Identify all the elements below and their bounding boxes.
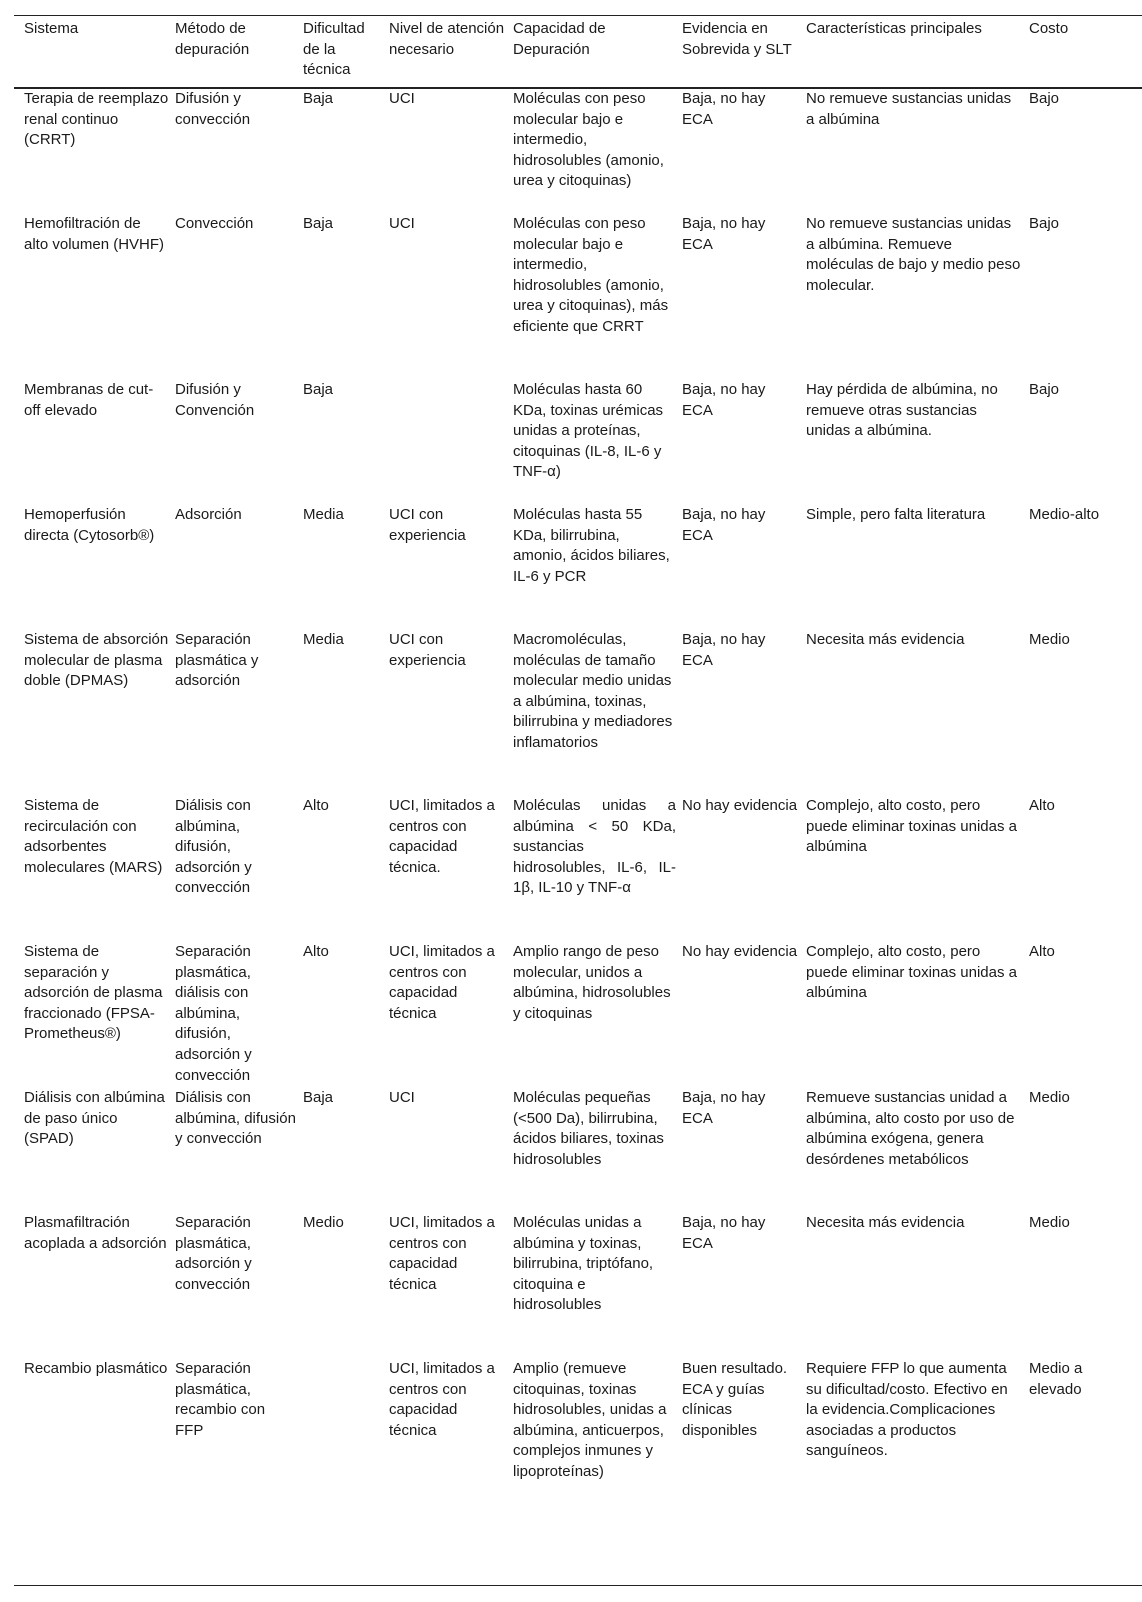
cell-nivel: UCI xyxy=(389,1089,415,1106)
cell-caracteristicas: Complejo, alto costo, pero puede eliminar toxinas unidas a albúmina xyxy=(806,943,1017,1002)
cell-evidencia: No hay evidencia xyxy=(682,943,798,960)
cell-capacidad: Moléculas unidas a albúmina < 50 KDa, sustancias hidrosolubles, IL-6, IL-1β, IL-10 y TNF-α xyxy=(513,797,676,897)
cell-sistema: Recambio plasmático xyxy=(24,1360,168,1377)
cell-costo: Alto xyxy=(1029,797,1055,814)
cell-capacidad: Moléculas hasta 55 KDa, bilirrubina, amonio, ácidos biliares, IL-6 y PCR xyxy=(513,506,670,585)
table-body xyxy=(14,89,1142,1564)
cell-costo: Bajo xyxy=(1029,90,1060,107)
header-costo: Costo xyxy=(1029,20,1069,37)
cell-evidencia: Baja, no hay ECA xyxy=(682,381,766,419)
cell-capacidad: Amplio rango de peso molecular, unidos a albúmina, hidrosolubles y citoquinas xyxy=(513,943,671,1022)
cell-dificultad xyxy=(303,1359,389,1564)
cell-sistema: Terapia de reemplazo renal continuo (CRRT) xyxy=(24,90,169,149)
cell-sistema: Hemoperfusión directa (Cytosorb®) xyxy=(24,506,155,544)
cell-dificultad: Media xyxy=(303,506,344,523)
cell-sistema: Sistema de separación y adsorción de plasma fraccionado (FPSA-Prometheus®) xyxy=(24,943,163,1043)
cell-dificultad: Baja xyxy=(303,215,334,232)
cell-nivel: UCI xyxy=(389,90,415,107)
cell-caracteristicas: Necesita más evidencia xyxy=(806,1214,965,1231)
header-row xyxy=(14,19,1142,89)
cell-dificultad: Baja xyxy=(303,90,334,107)
table-row xyxy=(14,630,1142,796)
header-dificultad: Dificultad de la técnica xyxy=(303,20,365,79)
table-row xyxy=(14,1213,1142,1359)
cell-capacidad: Moléculas hasta 60 KDa, toxinas urémicas unidas a proteínas, citoquinas (IL-8, IL-6 y TNF-α) xyxy=(513,381,664,481)
cell-costo: Medio-alto xyxy=(1029,506,1100,523)
cell-metodo: Adsorción xyxy=(175,506,242,523)
cell-metodo: Diálisis con albúmina, difusión y convección xyxy=(175,1089,296,1148)
cell-evidencia: Baja, no hay ECA xyxy=(682,90,766,128)
header-metodo: Método de depuración xyxy=(175,20,250,58)
header-nivel: Nivel de atención necesario xyxy=(389,20,505,58)
cell-sistema: Diálisis con albúmina de paso único (SPAD) xyxy=(24,1089,165,1148)
cell-costo: Medio xyxy=(1029,631,1070,648)
cell-capacidad: Amplio (remueve citoquinas, toxinas hidrosolubles, unidas a albúmina, anticuerpos, complejos inmunes y lipoproteínas) xyxy=(513,1360,667,1480)
cell-evidencia: Baja, no hay ECA xyxy=(682,215,766,253)
cell-caracteristicas: No remueve sustancias unidas a albúmina. Remueve moléculas de bajo y medio peso molecular. xyxy=(806,215,1021,294)
cell-caracteristicas: Simple, pero falta literatura xyxy=(806,506,986,523)
cell-caracteristicas: Hay pérdida de albúmina, no remueve otras sustancias unidas a albúmina. xyxy=(806,381,998,440)
table-row xyxy=(14,380,1142,505)
cell-costo: Bajo xyxy=(1029,215,1060,232)
cell-capacidad: Moléculas con peso molecular bajo e intermedio, hidrosolubles (amonio, urea y citoquinas) xyxy=(513,90,664,190)
cell-capacidad: Macromoléculas, moléculas de tamaño molecular medio unidas a albúmina, toxinas, bilirrubina y mediadores inflamatorios xyxy=(513,631,673,751)
table-row xyxy=(14,505,1142,630)
header-caracteristicas: Características principales xyxy=(806,20,982,37)
cell-evidencia: Baja, no hay ECA xyxy=(682,631,766,669)
table-top-rule xyxy=(14,15,1142,16)
cell-capacidad: Moléculas unidas a albúmina y toxinas, bilirrubina, triptófano, citoquina e hidrosolubles xyxy=(513,1214,654,1314)
cell-metodo: Convección xyxy=(175,215,254,232)
cell-sistema: Plasmafiltración acoplada a adsorción xyxy=(24,1214,167,1252)
cell-caracteristicas: Remueve sustancias unidad a albúmina, alto costo por uso de albúmina exógena, genera desórdenes metabólicos xyxy=(806,1089,1015,1168)
cell-caracteristicas: Necesita más evidencia xyxy=(806,631,965,648)
header-sistema: Sistema xyxy=(24,20,79,37)
cell-evidencia: Baja, no hay ECA xyxy=(682,1214,766,1252)
cell-metodo: Difusión y Convención xyxy=(175,381,255,419)
cell-costo: Medio xyxy=(1029,1089,1070,1106)
header-evidencia: Evidencia en Sobrevida y SLT xyxy=(682,20,792,58)
cell-nivel: UCI, limitados a centros con capacidad técnica. xyxy=(389,797,495,876)
cell-metodo: Separación plasmática, recambio con FFP xyxy=(175,1360,266,1439)
cell-capacidad: Moléculas pequeñas (<500 Da), bilirrubina, ácidos biliares, toxinas hidrosolubles xyxy=(513,1089,664,1168)
cell-costo: Bajo xyxy=(1029,381,1060,398)
cell-costo: Alto xyxy=(1029,943,1055,960)
cell-caracteristicas: Requiere FFP lo que aumenta su dificultad/costo. Efectivo en la evidencia.Complicaciones asociadas a productos sanguíneos. xyxy=(806,1360,1008,1460)
cell-dificultad: Medio xyxy=(303,1214,344,1231)
table-row xyxy=(14,1088,1142,1213)
cell-capacidad: Moléculas con peso molecular bajo e intermedio, hidrosolubles (amonio, urea y citoquinas), más eficiente que CRRT xyxy=(513,215,669,335)
cell-dificultad: Alto xyxy=(303,797,329,814)
header-capacidad: Capacidad de Depuración xyxy=(513,20,606,58)
cell-nivel: UCI con experiencia xyxy=(389,506,466,544)
cell-metodo: Diálisis con albúmina, difusión, adsorción y convección xyxy=(175,797,252,897)
cell-dificultad: Baja xyxy=(303,1089,334,1106)
cell-nivel: UCI con experiencia xyxy=(389,631,466,669)
cell-sistema: Membranas de cut-off elevado xyxy=(24,381,154,419)
cell-dificultad: Alto xyxy=(303,943,329,960)
cell-evidencia: Baja, no hay ECA xyxy=(682,1089,766,1127)
cell-evidencia: No hay evidencia xyxy=(682,797,798,814)
cell-nivel: UCI, limitados a centros con capacidad técnica xyxy=(389,1360,495,1439)
cell-evidencia: Buen resultado. ECA y guías clínicas disponibles xyxy=(682,1360,788,1439)
table-row xyxy=(14,89,1142,214)
cell-costo: Medio a elevado xyxy=(1029,1360,1083,1398)
cell-nivel: UCI xyxy=(389,215,415,232)
comparison-table xyxy=(14,19,1142,1564)
cell-dificultad: Baja xyxy=(303,381,334,398)
cell-sistema: Sistema de absorción molecular de plasma doble (DPMAS) xyxy=(24,631,169,690)
cell-dificultad: Media xyxy=(303,631,344,648)
table-bottom-rule xyxy=(14,1585,1142,1586)
cell-metodo: Separación plasmática, adsorción y convección xyxy=(175,1214,252,1293)
cell-evidencia: Baja, no hay ECA xyxy=(682,506,766,544)
cell-sistema: Sistema de recirculación con adsorbentes moleculares (MARS) xyxy=(24,797,163,876)
cell-metodo: Separación plasmática, diálisis con albúmina, difusión, adsorción y convección xyxy=(175,943,252,1084)
cell-caracteristicas: No remueve sustancias unidas a albúmina xyxy=(806,90,1012,128)
cell-sistema: Hemofiltración de alto volumen (HVHF) xyxy=(24,215,165,253)
table-row xyxy=(14,1359,1142,1564)
table-row xyxy=(14,796,1142,942)
cell-nivel: UCI, limitados a centros con capacidad técnica xyxy=(389,1214,495,1293)
table-row xyxy=(14,214,1142,380)
cell-metodo: Difusión y convección xyxy=(175,90,251,128)
cell-nivel xyxy=(389,380,513,505)
table-row xyxy=(14,942,1142,1088)
cell-costo: Medio xyxy=(1029,1214,1070,1231)
cell-nivel: UCI, limitados a centros con capacidad técnica xyxy=(389,943,495,1022)
cell-caracteristicas: Complejo, alto costo, pero puede eliminar toxinas unidas a albúmina xyxy=(806,797,1017,856)
cell-metodo: Separación plasmática y adsorción xyxy=(175,631,259,690)
